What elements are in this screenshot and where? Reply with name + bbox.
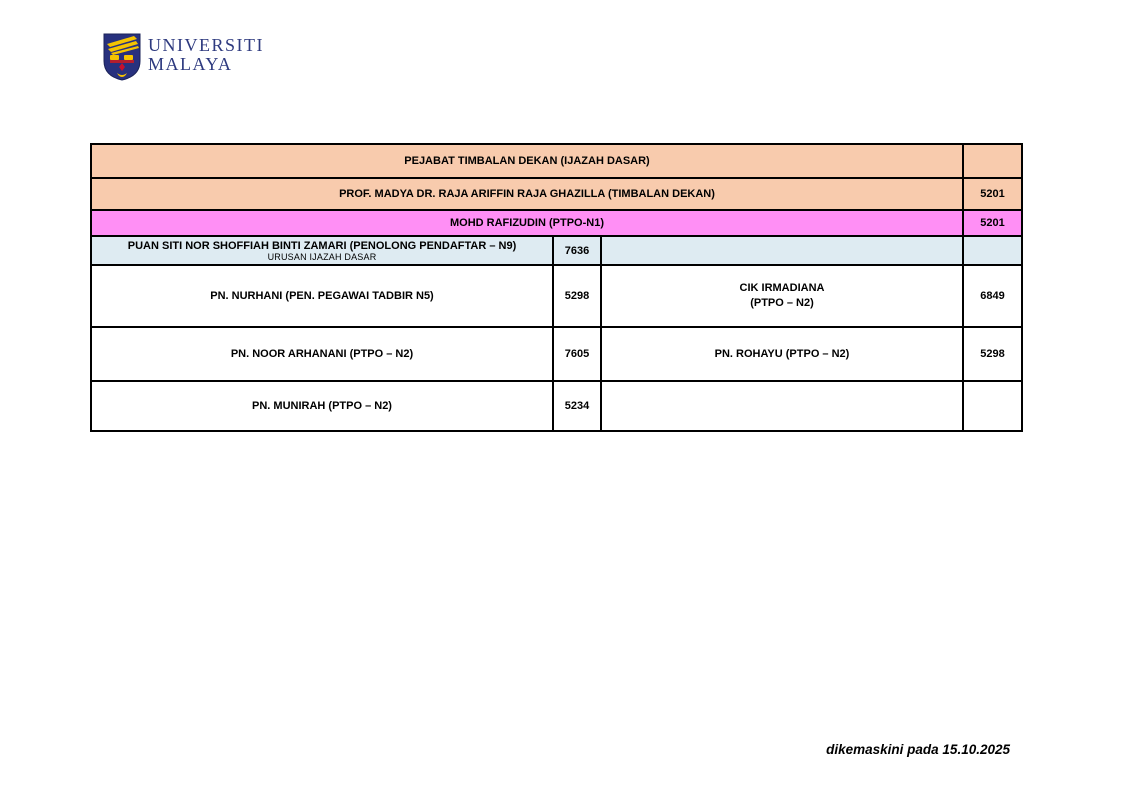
table-row-staff-3 <box>91 381 1022 431</box>
staff2-right-name: PN. ROHAYU (PTPO – N2) <box>601 327 963 381</box>
staff2-left-name: PN. NOOR ARHANANI (PTPO – N2) <box>91 327 553 381</box>
university-logo <box>103 33 264 81</box>
registrar-name: PUAN SITI NOR SHOFFIAH BINTI ZAMARI (PENOLONG PENDAFTAR – N9) <box>127 239 517 252</box>
table-row-office-title <box>91 144 1022 178</box>
table-row-registrar <box>91 236 1022 265</box>
staff1-right-name-line2: (PTPO – N2) <box>750 297 814 309</box>
table-row-dean <box>91 178 1022 210</box>
table-row-staff-1 <box>91 265 1022 327</box>
dean-ext: 5201 <box>963 178 1022 210</box>
phone-directory-table <box>90 143 1023 432</box>
last-updated-note: dikemaskini pada 15.10.2025 <box>826 742 1010 757</box>
office-title: PEJABAT TIMBALAN DEKAN (IJAZAH DASAR) <box>91 144 963 178</box>
staff1-right-name-cell <box>601 265 963 327</box>
staff3-ghost-cell <box>601 381 963 431</box>
registrar-subtitle: URUSAN IJAZAH DASAR <box>267 251 377 262</box>
university-name-line1: UNIVERSITI <box>148 35 264 55</box>
staff3-left-name: PN. MUNIRAH (PTPO – N2) <box>91 381 553 431</box>
registrar-name-cell <box>91 236 553 265</box>
staff2-right-ext: 5298 <box>963 327 1022 381</box>
registrar-empty-cell <box>601 236 963 265</box>
university-crest-icon <box>103 33 141 81</box>
staff1-left-name: PN. NURHANI (PEN. PEGAWAI TADBIR N5) <box>91 265 553 327</box>
staff1-right-name-line1: CIK IRMADIANA <box>739 282 825 294</box>
dean-name: PROF. MADYA DR. RAJA ARIFFIN RAJA GHAZILLA (TIMBALAN DEKAN) <box>91 178 963 210</box>
staff3-ghost-ext-cell <box>963 381 1022 431</box>
office-title-ext-cell <box>963 144 1022 178</box>
registrar-ext: 7636 <box>553 236 601 265</box>
table-row-staff-2 <box>91 327 1022 381</box>
registrar-empty-ext-cell <box>963 236 1022 265</box>
officer-ext: 5201 <box>963 210 1022 236</box>
university-name-line2: MALAYA <box>148 54 233 74</box>
staff3-left-ext: 5234 <box>553 381 601 431</box>
staff2-left-ext: 7605 <box>553 327 601 381</box>
table-row-officer <box>91 210 1022 236</box>
staff1-right-ext: 6849 <box>963 265 1022 327</box>
officer-name: MOHD RAFIZUDIN (PTPO-N1) <box>91 210 963 236</box>
university-name <box>148 33 264 74</box>
staff1-left-ext: 5298 <box>553 265 601 327</box>
